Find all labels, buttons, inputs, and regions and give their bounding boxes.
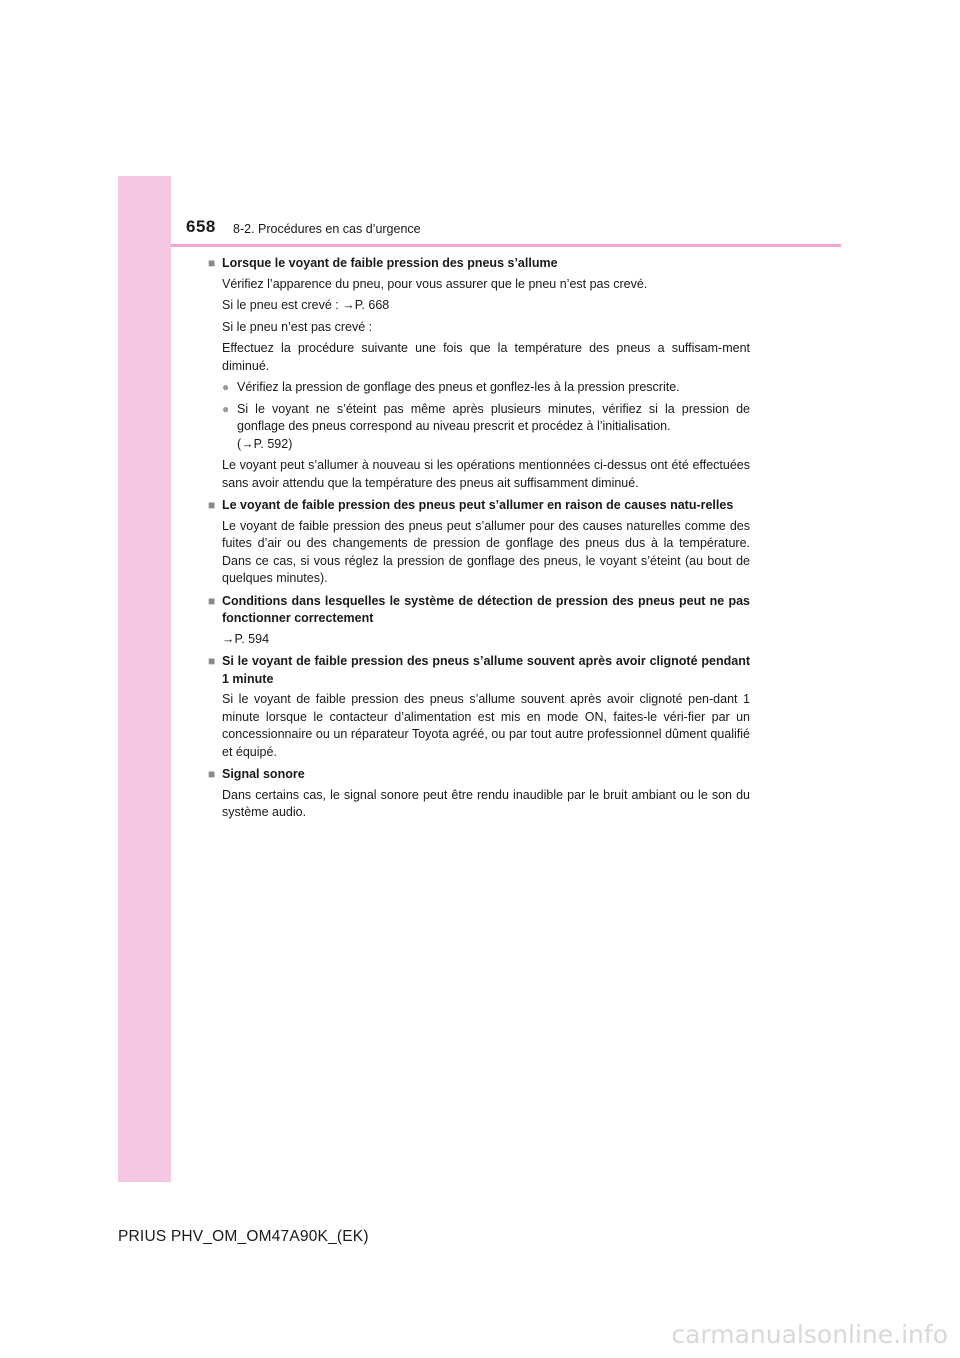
- topic-light-after-blinking: [208, 653, 750, 761]
- topic-natural-causes: [208, 497, 750, 588]
- topic-title: Signal sonore: [222, 767, 305, 781]
- paragraph: Le voyant de faible pression des pneus peut s’allumer pour des causes naturelles comme des fuites d’air ou des changements de pression de gonflage des pneus dus à la température. Dans ce cas, si vous réglez la pression de gonflage des pneus, le voyant s’éteint (au bout de quelques minutes).: [222, 518, 750, 585]
- paragraph: Le voyant peut s’allumer à nouveau si les opérations mentionnées ci-dessus ont été effectuées sans avoir attendu que la température des pneus ait suffisamment diminué.: [222, 458, 750, 490]
- circle-bullet-icon: ●: [222, 401, 230, 416]
- paragraph: Effectuez la procédure suivante une fois que la température des pneus a suffisam-ment diminué.: [222, 341, 750, 373]
- section-header: 8-2. Procédures en cas d’urgence: [233, 222, 421, 236]
- topic-buzzer: [208, 766, 750, 822]
- list-item: [222, 379, 750, 397]
- paragraph: Si le voyant de faible pression des pneus s’allume souvent après avoir clignoté pen-dant 1 minute lorsque le contacteur d’alimentation est mis en mode ON, faites-le véri-fier par un concessionnaire ou un réparateur Toyota agréé, ou par tout autre professionnel dûment qualifié et équipé.: [222, 692, 750, 759]
- topic-title: Lorsque le voyant de faible pression des pneus s’allume: [222, 256, 558, 270]
- paragraph: Si le pneu n’est pas crevé :: [222, 319, 373, 334]
- square-bullet-icon: ■: [208, 767, 216, 781]
- paragraph: Vérifiez l’apparence du pneu, pour vous assurer que le pneu n’est pas crevé.: [222, 276, 648, 291]
- topic-title: Conditions dans lesquelles le système de détection de pression des pneus peut ne pas fonctionner correctement: [222, 593, 750, 625]
- topic-title: Si le voyant de faible pression des pneus s’allume souvent après avoir clignoté pendant 1 minute: [222, 654, 750, 686]
- circle-bullet-icon: ●: [222, 380, 230, 394]
- list-item-text: Si le voyant ne s’éteint pas même après plusieurs minutes, vérifiez si la pression de gonflage des pneus correspond au niveau prescrit et procédez à l’initialisation.: [237, 401, 750, 433]
- topic-low-pressure-light: [208, 255, 750, 492]
- list-item: [222, 401, 750, 454]
- document-footer: PRIUS PHV_OM_OM47A90K_(EK): [118, 1228, 369, 1245]
- topic-system-malfunction-conditions: [208, 593, 750, 649]
- page-number: 658: [186, 217, 216, 236]
- chapter-sidebar-tab: [118, 176, 171, 1182]
- page-reference: →P. 594: [222, 631, 270, 646]
- watermark: carmanualsonline.info: [671, 1320, 948, 1349]
- list-item-text: Vérifiez la pression de gonflage des pneus et gonflez-les à la pression prescrite.: [237, 380, 680, 394]
- topic-title: Le voyant de faible pression des pneus peut s’allumer en raison de causes natu-relles: [222, 498, 734, 512]
- main-content: [208, 255, 750, 827]
- paragraph: Dans certains cas, le signal sonore peut être rendu inaudible par le bruit ambiant ou le son du système audio.: [222, 787, 750, 819]
- square-bullet-icon: ■: [208, 498, 216, 512]
- page-reference: (→P. 592): [237, 436, 293, 451]
- paragraph-flat-tire-reference: Si le pneu est crevé : →P. 668: [222, 298, 390, 312]
- square-bullet-icon: ■: [208, 256, 216, 270]
- square-bullet-icon: ■: [208, 593, 216, 608]
- header-divider: [171, 244, 841, 247]
- square-bullet-icon: ■: [208, 654, 216, 668]
